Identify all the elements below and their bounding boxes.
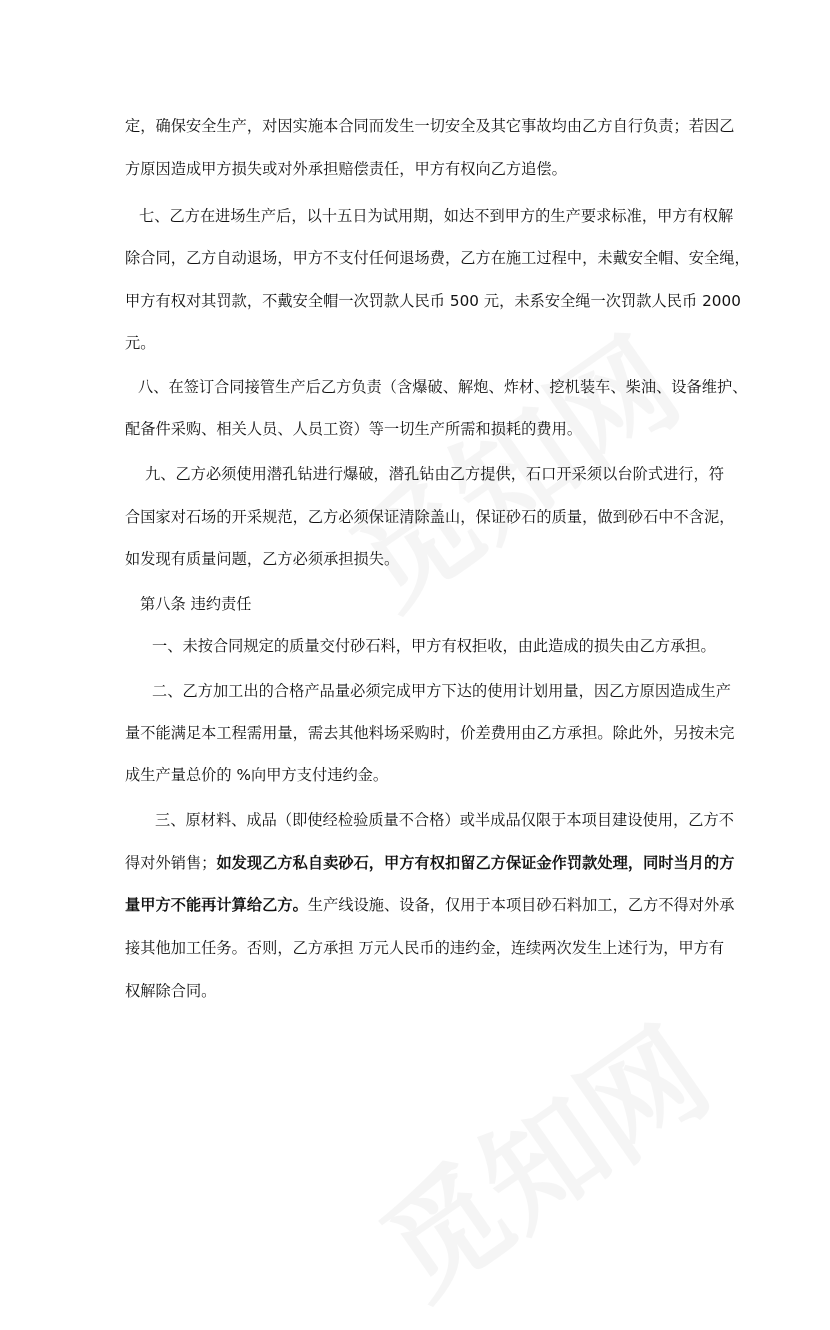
clause-7-line: 七、乙方在进场生产后，以十五日为试用期，如达不到甲方的生产要求标准，甲方有权解 [139, 207, 734, 225]
paragraph-line: 接其他加工任务。否则，乙方承担 万元人民币的违约金，连续两次发生上述行为，甲方有 [125, 939, 725, 957]
paragraph-line: 甲方有权对其罚款，不戴安全帽一次罚款人民币 500 元，未系安全绳一次罚款人民币 2000 [125, 292, 741, 310]
paragraph-line: 合国家对石场的开采规范，乙方必须保证清除盖山，保证砂石的质量，做到砂石中不含泥， [125, 508, 735, 526]
paragraph-text: 得对外销售； [125, 854, 217, 872]
paragraph-line: 权解除合同。 [125, 982, 217, 1000]
paragraph-line [125, 853, 735, 873]
paragraph-line: 成生产量总价的 %向甲方支付违约金。 [125, 766, 389, 784]
paragraph-line: 配备件采购、相关人员、人员工资）等一切生产所需和损耗的费用。 [125, 420, 583, 438]
breach-item-2: 二、乙方加工出的合格产品量必须完成甲方下达的使用计划用量，因乙方原因造成生产 [152, 682, 732, 700]
clause-9-line: 九、乙方必须使用潜孔钻进行爆破，潜孔钻由乙方提供，石口开采须以台阶式进行，符 [145, 465, 725, 483]
breach-item-1: 一、未按合同规定的质量交付砂石料，甲方有权拒收，由此造成的损失由乙方承担。 [152, 637, 716, 655]
paragraph-line: 方原因造成甲方损失或对外承担赔偿责任，甲方有权向乙方追偿。 [125, 160, 567, 178]
paragraph-line: 除合同，乙方自动退场，甲方不支付任何退场费，乙方在施工过程中，未戴安全帽、安全绳， [125, 249, 750, 267]
paragraph-text: 生产线设施、设备，仅用于本项目砂石料加工，乙方不得对外承 [307, 896, 735, 914]
section-heading: 第八条 违约责任 [140, 595, 252, 613]
paragraph-line: 元。 [125, 334, 156, 352]
watermark [343, 982, 737, 1329]
clause-8-line: 八、在签订合同接管生产后乙方负责（含爆破、解炮、炸材、挖机装车、柴油、设备维护、 [138, 378, 748, 396]
paragraph-line [125, 895, 735, 915]
bold-clause: 如发现乙方私自卖砂石，甲方有权扣留乙方保证金作罚款处理，同时当月的方 [216, 854, 735, 872]
paragraph-line: 定，确保安全生产，对因实施本合同而发生一切安全及其它事故均由乙方自行负责；若因乙 [125, 117, 735, 135]
paragraph-line: 量不能满足本工程需用量，需去其他料场采购时，价差费用由乙方承担。除此外，另按未完 [125, 724, 735, 742]
paragraph-line: 如发现有质量问题，乙方必须承担损失。 [125, 550, 400, 568]
bold-clause: 量甲方不能再计算给乙方。 [125, 896, 308, 914]
breach-item-3: 三、原材料、成品（即使经检验质量不合格）或半成品仅限于本项目建设使用，乙方不 [155, 811, 735, 829]
